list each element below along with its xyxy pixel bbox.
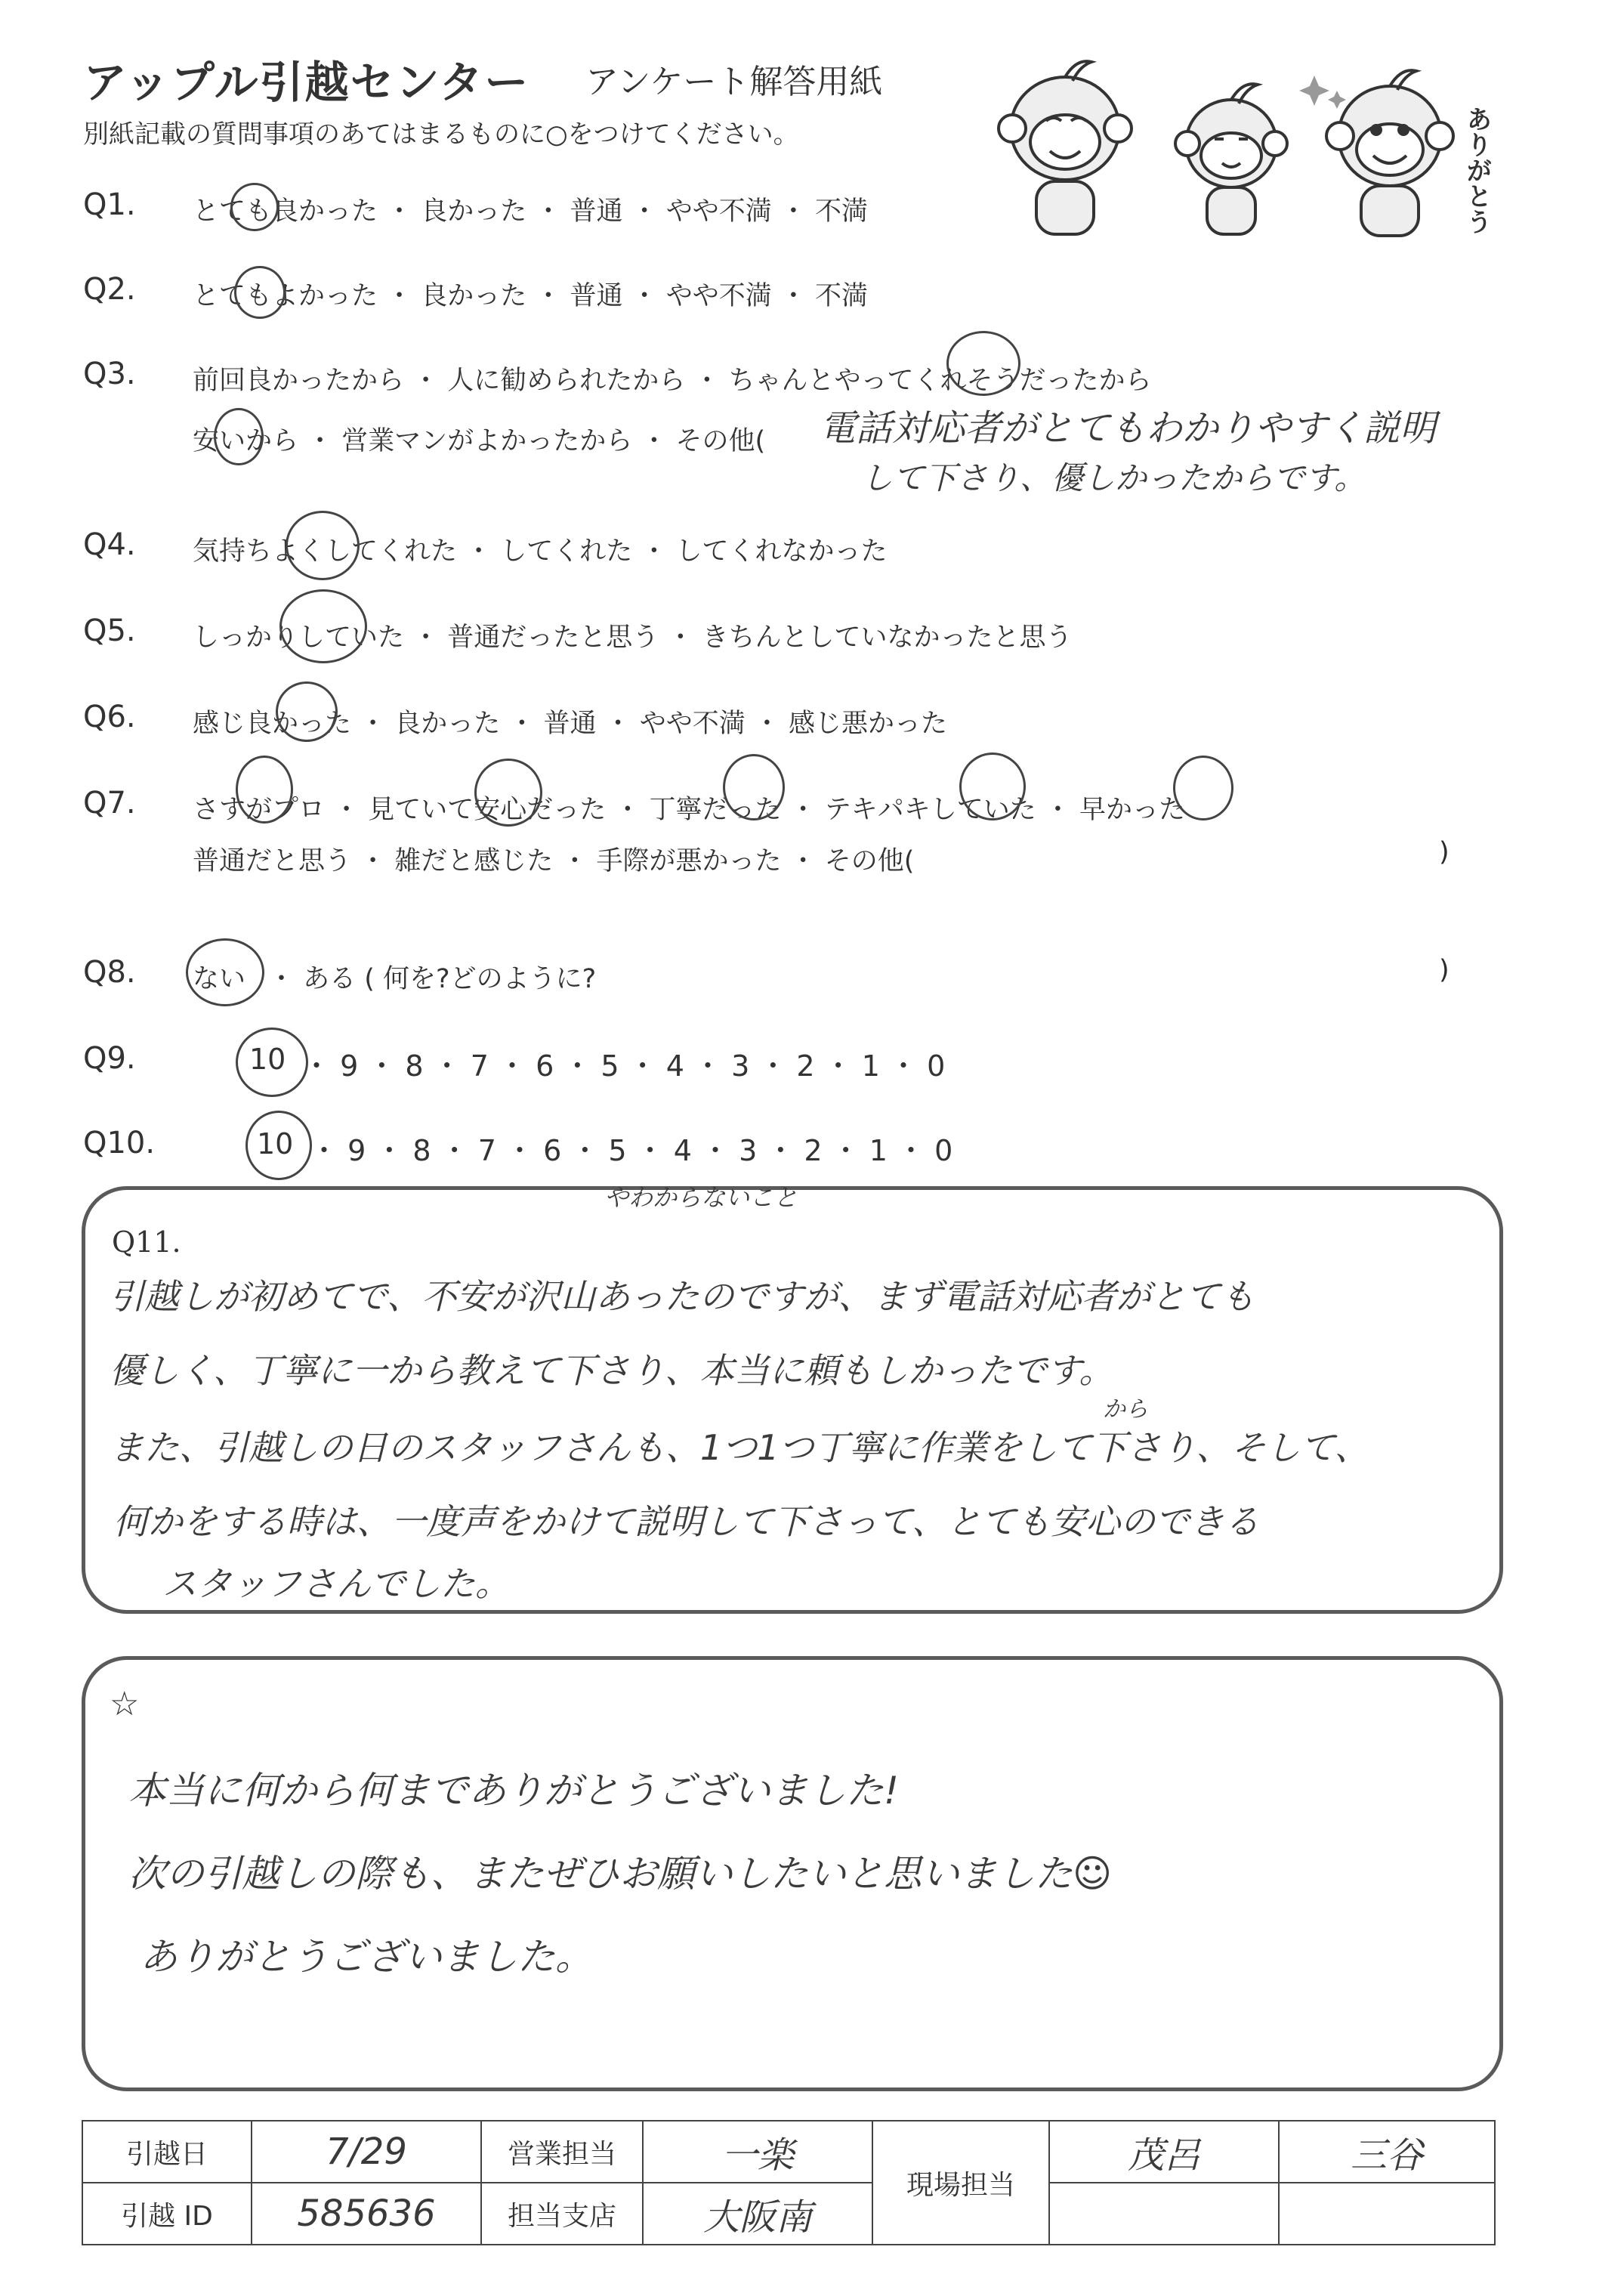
q8-option-none: ない <box>193 964 246 994</box>
star-label: ☆ <box>110 1685 140 1723</box>
q4-label: Q4. <box>83 527 136 562</box>
site-staff-empty-2 <box>1279 2183 1495 2245</box>
q11-line-3: また、引越しの日のスタッフさんも、1つ1つ丁寧に作業をして下さり、そして、 <box>110 1427 1369 1468</box>
q11-label: Q11. <box>112 1225 181 1259</box>
star-line-1: 本当に何から何までありがとうございました! <box>128 1769 900 1812</box>
branch-label: 担当支店 <box>481 2183 643 2245</box>
sales-rep-label: 営業担当 <box>481 2121 643 2183</box>
move-id-label: 引越 ID <box>82 2183 252 2245</box>
q11-line-2: 優しく、丁寧に一から教えて下さり、本当に頼もしかったです。 <box>110 1350 1114 1391</box>
q3-handwritten-line1: 電話対応者がとてもわかりやすく説明 <box>820 407 1437 450</box>
monkey-mascots-illustration <box>982 45 1511 249</box>
move-date-label: 引越日 <box>82 2121 252 2183</box>
q9-answer-circle <box>236 1028 308 1097</box>
monkey-mascot-left <box>999 61 1132 234</box>
q3-label: Q3. <box>83 357 136 391</box>
q7-options-line1: さすがプロ ・ 見ていて安心だった ・ 丁寧だった ・ テキパキしていた ・ 早かった <box>193 795 1186 825</box>
q3-answer-circle-1 <box>946 331 1020 396</box>
star-line-2: 次の引越しの際も、またぜひお願いしたいと思いました☺ <box>128 1852 1113 1896</box>
q7-options-line2: 普通だと思う ・ 雑だと感じた ・ 手際が悪かった ・ その他( <box>193 846 915 876</box>
q11-line-4: 何かをする時は、一度声をかけて説明して下さって、とても安心のできる <box>113 1501 1260 1542</box>
q7-answer-circle-5 <box>1173 756 1233 820</box>
site-staff-2: 三谷 <box>1279 2121 1495 2183</box>
q1-options: とても良かった ・ 良かった ・ 普通 ・ やや不満 ・ 不満 <box>193 196 869 227</box>
q11-insert-note-2: から <box>1103 1396 1148 1423</box>
q7-answer-circle-1 <box>236 756 293 824</box>
q10-label: Q10. <box>83 1126 156 1160</box>
q5-answer-circle <box>279 589 367 663</box>
q6-options: 感じ良かった ・ 良かった ・ 普通 ・ やや不満 ・ 感じ悪かった <box>193 709 948 739</box>
q7-answer-circle-4 <box>959 752 1026 820</box>
q8-label: Q8. <box>83 955 136 990</box>
q11-insert-note: やわからないこと <box>604 1183 798 1212</box>
q2-label: Q2. <box>83 272 136 307</box>
q10-selected: 10 <box>257 1127 294 1160</box>
footer-info-table <box>82 2120 1496 2245</box>
q7-label: Q7. <box>83 786 136 820</box>
q9-label: Q9. <box>83 1041 136 1076</box>
q9-scale: ・ 9 ・ 8 ・ 7 ・ 6 ・ 5 ・ 4 ・ 3 ・ 2 ・ 1 ・ 0 <box>302 1049 946 1083</box>
q11-comment-box <box>82 1186 1503 1614</box>
q7-answer-circle-3 <box>723 754 785 820</box>
company-title: アップル引越センター <box>83 57 530 108</box>
q3-answer-circle-2 <box>214 408 264 465</box>
site-staff-1: 茂呂 <box>1049 2121 1279 2183</box>
q7-answer-circle-2 <box>474 759 542 827</box>
q11-line-1: 引越しが初めてで、不安が沢山あったのですが、まず電話対応者がとても <box>110 1276 1255 1317</box>
q8-options-rest: ・ ある ( 何を?どのように? <box>268 964 597 994</box>
q4-options: 気持ちよくしてくれた ・ してくれた ・ してくれなかった <box>193 536 888 567</box>
site-staff-empty-1 <box>1049 2183 1279 2245</box>
q8-answer-circle <box>186 938 264 1006</box>
q7-close-paren: ) <box>1439 837 1450 867</box>
q5-label: Q5. <box>83 613 136 648</box>
q10-scale: ・ 9 ・ 8 ・ 7 ・ 6 ・ 5 ・ 4 ・ 3 ・ 2 ・ 1 ・ 0 <box>310 1134 953 1167</box>
monkey-mascot-middle <box>1175 84 1287 234</box>
branch-value: 大阪南 <box>643 2183 872 2245</box>
q6-answer-circle <box>276 681 338 742</box>
q3-handwritten-line2: して下さり、優しかったからです。 <box>861 459 1366 496</box>
sales-rep-value: 一楽 <box>643 2121 872 2183</box>
instruction-text: 別紙記載の質問事項のあてはまるものに○をつけてください。 <box>83 119 799 150</box>
move-id-value: 585636 <box>252 2183 481 2245</box>
q2-options: とてもよかった ・ 良かった ・ 普通 ・ やや不満 ・ 不満 <box>193 281 869 311</box>
star-line-3: ありがとうございました。 <box>140 1935 593 1979</box>
q8-close-paren: ) <box>1439 955 1450 985</box>
q1-label: Q1. <box>83 187 136 222</box>
q6-label: Q6. <box>83 700 136 734</box>
q1-answer-circle <box>230 183 279 231</box>
form-subtitle: アンケート解答用紙 <box>585 63 883 101</box>
q10-answer-circle <box>245 1111 312 1180</box>
q3-options-line1: 前回良かったから ・ 人に勧められたから ・ ちゃんとやってくれそうだったから <box>193 366 1152 396</box>
site-staff-label: 現場担当 <box>872 2121 1049 2245</box>
move-date-value: 7/29 <box>252 2121 481 2183</box>
q11-line-5: スタッフさんでした。 <box>162 1563 510 1604</box>
sparkle-icons <box>1299 76 1346 109</box>
mascot-caption: ありがとう <box>1462 106 1492 234</box>
q5-options: しっかりしていた ・ 普通だったと思う ・ きちんとしていなかったと思う <box>193 623 1073 653</box>
q4-answer-circle <box>286 511 360 580</box>
q2-answer-circle <box>234 266 286 319</box>
monkey-mascot-right <box>1326 70 1453 236</box>
q9-selected: 10 <box>249 1043 286 1076</box>
q3-options-line2: 安いから ・ 営業マンがよかったから ・ その他( <box>193 426 766 456</box>
